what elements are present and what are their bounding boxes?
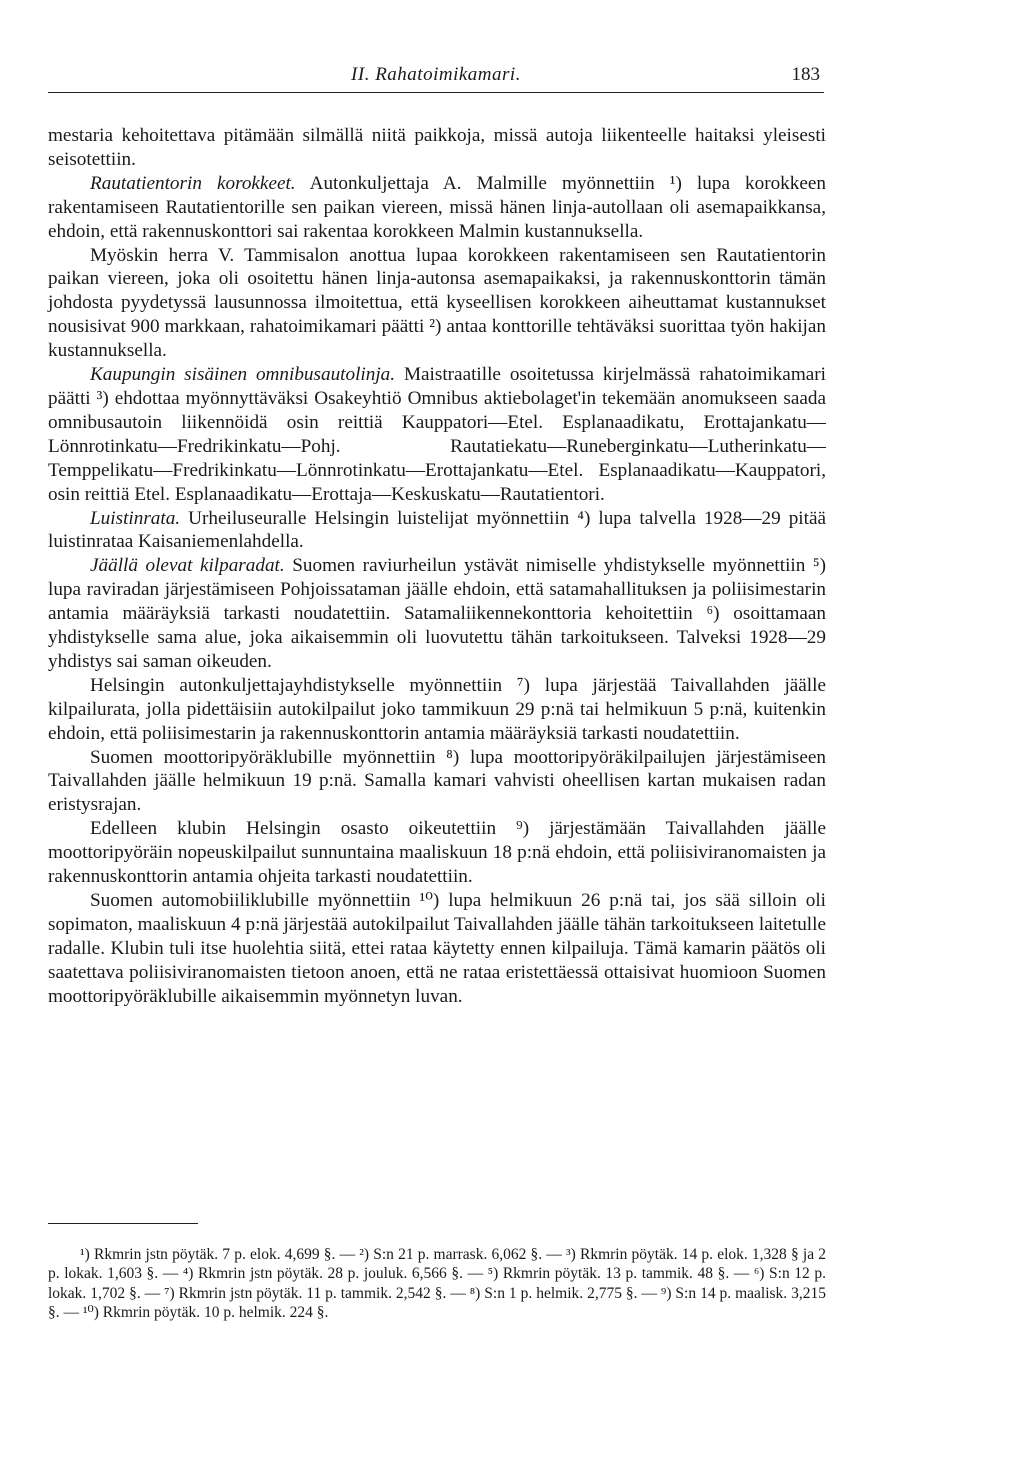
paragraph-heading: Kaupungin sisäinen omnibusautolinja.	[90, 364, 396, 386]
paragraph-text: Suomen raviurheilun ystävät nimiselle yhdistykselle myönnettiin ⁵) lupa raviradan järjestämiseen Pohjoissataman jäälle ehdoin, että satamahallituksen ja poliisimestarin antamia määräyksiä tarkasti noudatettiin. Satamaliikennekonttoria kehoitettiin ⁶) osoittamaan yhdistykselle sama alue, joka aikaisemmin oli luovutettu tähän tarkoitukseen. Talveksi 1928—29 yhdistys sai saman oikeuden.	[48, 555, 826, 672]
paragraph	[48, 244, 826, 364]
paragraph-text: Edelleen klubin Helsingin osasto oikeutettiin ⁹) järjestämään Taivallahden jäälle moottoripyöräin nopeuskilpailut sunnuntaina maaliskuun 18 p:nä ehdoin, että poliisiviranomaisten ja rakennuskonttorin antamia ohjeita tarkasti noudatettiin.	[48, 818, 826, 888]
paragraph-text: Suomen automobiiliklubille myönnettiin ¹⁰) lupa helmikuun 26 p:nä tai, jos sää silloin oli sopimaton, maaliskuun 4 p:nä järjestää autokilpailut Taivallahden jäälle tähän tarkoitukseen laitetulle radalle. Klubin tuli itse huolehtia siitä, ettei rataa käytetty ennen kilpailuja. Tämä kamarin päätös oli saatettava poliisiviranomaisten tietoon anoen, että ne rataa eristettäessä ottaisivat huomioon Suomen moottoripyöräklubille aikaisemmin myönnetyn luvan.	[48, 890, 826, 1007]
paragraph-text: Maistraatille osoitetussa kirjelmässä rahatoimikamari päätti ³) ehdottaa myönnyttäväksi Osakeyhtiö Omnibus aktiebolaget'in tekemään anomukseen saada omnibusautoin liikennöidä osin reittiä Kauppatori—Etel. Esplanaadikatu, Erottajankatu—Lönnrotinkatu—Fredrikinkatu—Pohj. Rautatiekatu—Runeberginkatu—Lutherinkatu—Temppelikatu—Fredrikinkatu—Lönnrotinkatu—Erottajankatu—Etel. Esplanaadikatu—Kauppatori, osin reittiä Etel. Esplanaadikatu—Erottaja—Keskuskatu—Rautatientori.	[48, 364, 826, 505]
page-number: 183	[791, 64, 820, 85]
paragraph	[48, 363, 826, 506]
page-header	[48, 62, 824, 93]
paragraph-text: Autonkuljettaja A. Malmille myönnettiin ¹) lupa korokkeen rakentamiseen Rautatientorille sen paikan viereen, missä hänen linja-autollaan oli asemapaikkansa, ehdoin, että rakennuskonttori sai rakentaa korokkeen Malmin kustannuksella.	[48, 172, 826, 242]
paragraph-text: Suomen moottoripyöräklubille myönnettiin ⁸) lupa moottoripyöräkilpailujen järjestämiseen Taivallahden jäälle helmikuun 19 p:nä. Samalla kamari vahvisti oheellisen kartan mukaisen radan eristysrajan.	[48, 746, 826, 816]
paragraph	[48, 674, 826, 746]
body-text	[48, 124, 826, 1009]
running-title: II. Rahatoimikamari.	[351, 64, 521, 85]
paragraph	[48, 889, 826, 1009]
footnotes	[48, 1245, 826, 1323]
paragraph	[48, 124, 826, 172]
paragraph	[48, 817, 826, 889]
paragraph	[48, 172, 826, 244]
paragraph-heading: Jäällä olevat kilparadat.	[90, 555, 285, 577]
paragraph-text: Urheiluseuralle Helsingin luistelijat myönnettiin ⁴) lupa talvella 1928—29 pitää luistinrataa Kaisaniemenlahdella.	[48, 507, 826, 553]
paragraph	[48, 554, 826, 674]
paragraph-text: mestaria kehoitettava pitämään silmällä niitä paikkoja, missä autoja liikenteelle haitaksi yleisesti seisotettiin.	[48, 125, 826, 170]
footnote-divider	[48, 1223, 198, 1224]
footnote-text: ¹) Rkmrin jstn pöytäk. 7 p. elok. 4,699 §. — ²) S:n 21 p. marrask. 6,062 §. — ³) Rkmrin pöytäk. 14 p. elok. 1,328 § ja 2 p. lokak. 1,603 §. — ⁴) Rkmrin jstn pöytäk. 28 p. jouluk. 6,566 §. — ⁵) Rkmrin pöytäk. 13 p. tammik. 48 §. — ⁶) S:n 12 p. lokak. 1,702 §. — ⁷) Rkmrin jstn pöytäk. 11 p. tammik. 2,542 §. — ⁸) S:n 1 p. helmik. 2,775 §. — ⁹) S:n 14 p. maalisk. 3,215 §. — ¹⁰) Rkmrin pöytäk. 10 p. helmik. 224 §.	[48, 1246, 826, 1322]
paragraph-text: Myöskin herra V. Tammisalon anottua lupaa korokkeen rakentamiseen sen Rautatientorin paikan viereen, joka oli osoitettu hänen linja-autonsa asemapaikaksi, ja rakennuskonttorin tämän johdosta pyydetyssä lausunnossa ilmoitettua, että kyseellisen korokkeen aiheuttamat kustannukset nousisivat 900 markkaan, rahatoimikamari päätti ²) antaa konttorille tehtäväksi suorittaa työn hakijan kustannuksella.	[48, 244, 826, 362]
paragraph-text: Helsingin autonkuljettajayhdistykselle myönnettiin ⁷) lupa järjestää Taivallahden jäälle kilpailurata, jolla pidettäisiin autokilpailut joko tammikuun 29 p:nä tai helmikuun 5 p:nä, kuitenkin ehdoin, että poliisimestarin ja rakennuskonttorin antamia määräyksiä tarkasti noudatettiin.	[48, 674, 826, 744]
paragraph	[48, 746, 826, 818]
paragraph-heading: Rautatientorin korokkeet.	[90, 172, 296, 194]
paragraph-heading: Luistinrata.	[90, 507, 181, 529]
paragraph	[48, 507, 826, 555]
